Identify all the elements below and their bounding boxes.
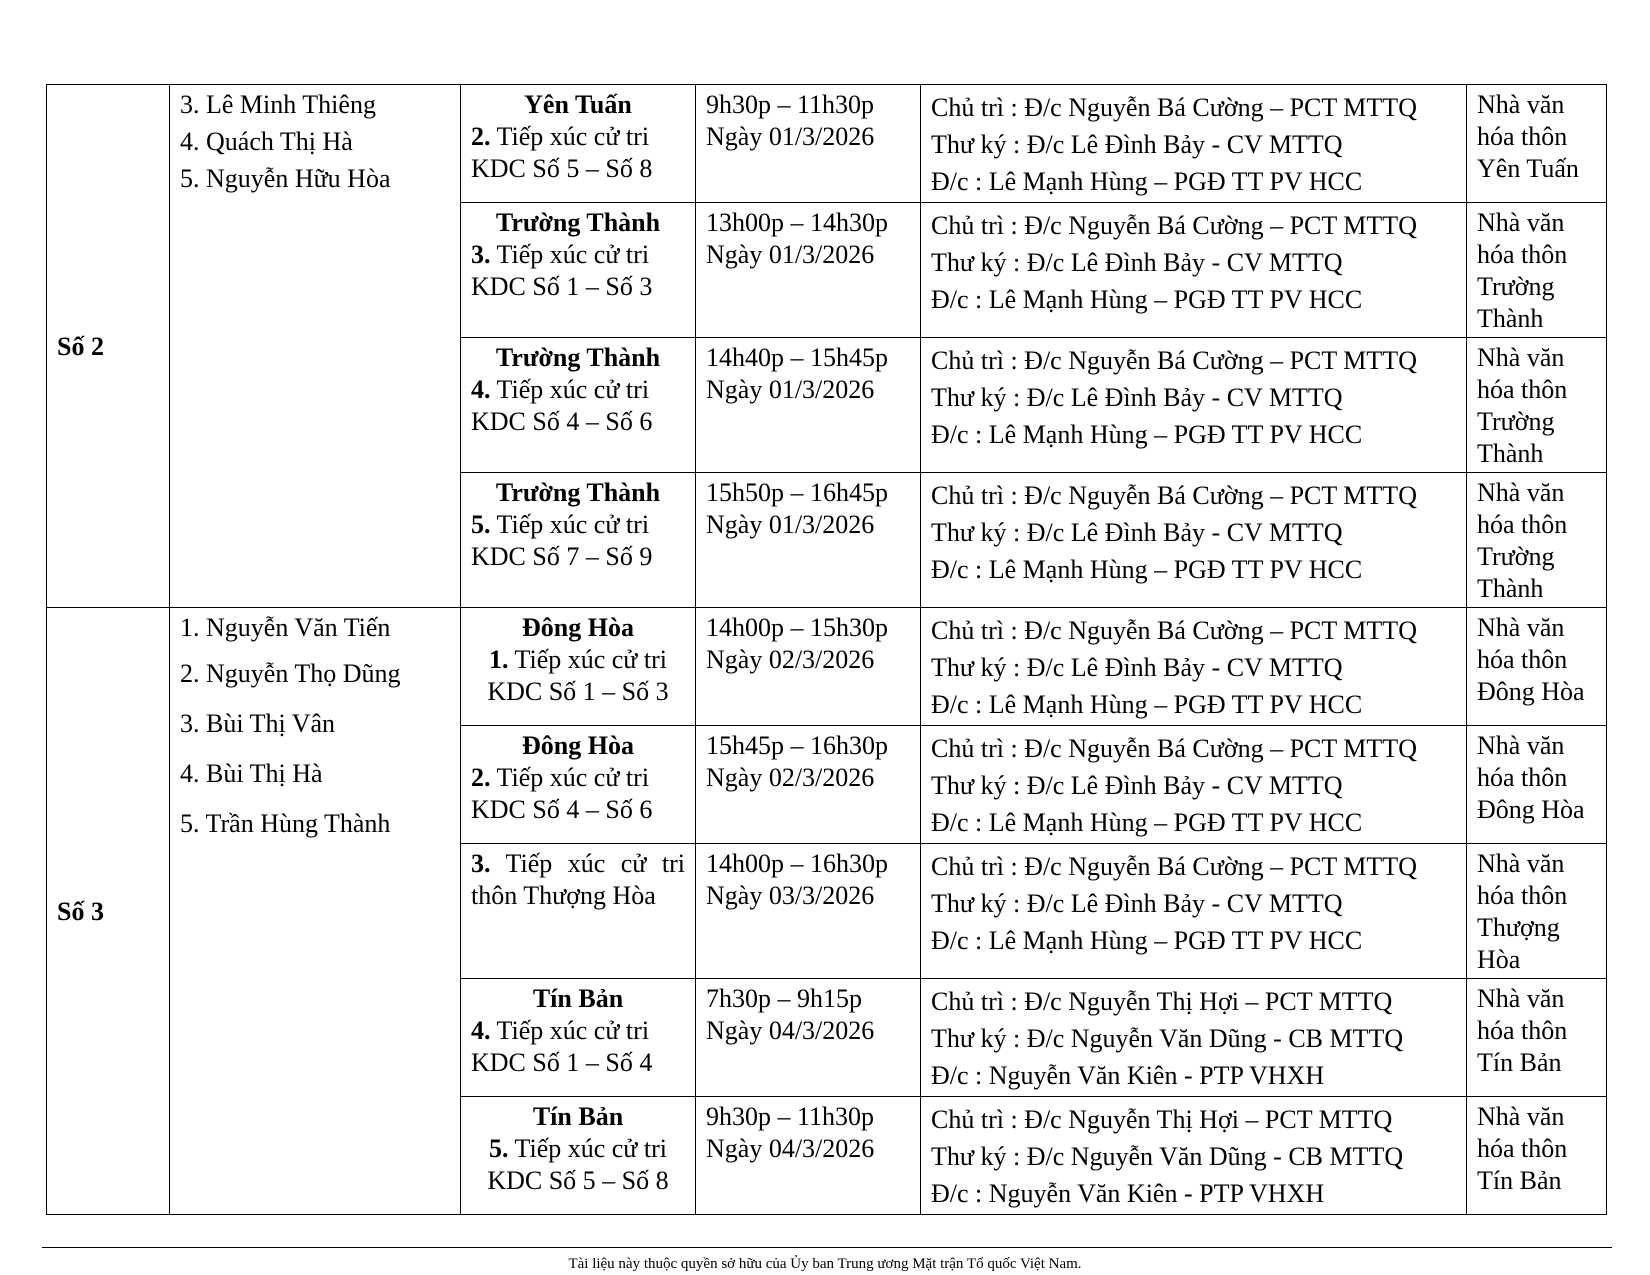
meeting-location: Trường Thành xyxy=(495,208,661,237)
meeting-location: Tín Bản xyxy=(532,1102,624,1131)
meeting-cell xyxy=(461,203,696,338)
meeting-date: Ngày 02/3/2026 xyxy=(706,763,875,792)
chair-person: Chủ trì : Đ/c Nguyễn Bá Cường – PCT MTTQ xyxy=(931,734,1417,763)
venue-line: Thượng xyxy=(1477,913,1560,942)
meeting-cell xyxy=(461,608,696,726)
meeting-cell xyxy=(461,726,696,844)
chair-person: Chủ trì : Đ/c Nguyễn Bá Cường – PCT MTTQ xyxy=(931,211,1417,240)
persons-cell xyxy=(921,844,1467,979)
venue-line: Thành xyxy=(1477,439,1544,468)
comrade-person: Đ/c : Lê Mạnh Hùng – PGĐ TT PV HCC xyxy=(931,285,1363,314)
chair-person: Chủ trì : Đ/c Nguyễn Bá Cường – PCT MTTQ xyxy=(931,616,1417,645)
venue-line: hóa thôn xyxy=(1477,1134,1568,1163)
member-name: 2. Nguyễn Thọ Dũng xyxy=(180,659,401,688)
chair-person: Chủ trì : Đ/c Nguyễn Thị Hợi – PCT MTTQ xyxy=(931,1105,1393,1134)
meeting-title: Tiếp xúc cử tri xyxy=(490,240,650,269)
venue-line: Nhà văn xyxy=(1477,90,1565,119)
meeting-cell xyxy=(461,1097,696,1215)
time-cell xyxy=(696,726,921,844)
secretary-person: Thư ký : Đ/c Nguyễn Văn Dũng - CB MTTQ xyxy=(931,1142,1404,1171)
meeting-kdc: KDC Số 7 – Số 9 xyxy=(471,542,653,571)
secretary-person: Thư ký : Đ/c Lê Đình Bảy - CV MTTQ xyxy=(931,771,1343,800)
meeting-date: Ngày 01/3/2026 xyxy=(706,375,875,404)
persons-cell xyxy=(921,726,1467,844)
meeting-date: Ngày 01/3/2026 xyxy=(706,240,875,269)
meeting-time: 7h30p – 9h15p xyxy=(706,984,862,1013)
venue-line: Nhà văn xyxy=(1477,849,1565,878)
secretary-person: Thư ký : Đ/c Lê Đình Bảy - CV MTTQ xyxy=(931,653,1343,682)
meeting-time: 9h30p – 11h30p xyxy=(706,90,875,119)
time-cell xyxy=(696,338,921,473)
venue-line: Đông Hòa xyxy=(1477,795,1585,824)
venue-line: hóa thôn xyxy=(1477,1016,1568,1045)
persons-cell xyxy=(921,473,1467,608)
persons-cell xyxy=(921,1097,1467,1215)
schedule-table xyxy=(46,84,1607,1215)
meeting-location: Đông Hòa xyxy=(522,613,634,642)
venue-line: Nhà văn xyxy=(1477,613,1565,642)
comrade-person: Đ/c : Nguyễn Văn Kiên - PTP VHXH xyxy=(931,1179,1325,1208)
venue-cell xyxy=(1467,338,1607,473)
comrade-person: Đ/c : Lê Mạnh Hùng – PGĐ TT PV HCC xyxy=(931,555,1363,584)
venue-cell xyxy=(1467,608,1607,726)
meeting-location: Tín Bản xyxy=(532,984,624,1013)
venue-line: hóa thôn xyxy=(1477,122,1568,151)
member-name: 4. Quách Thị Hà xyxy=(180,127,353,156)
meeting-number: 1. xyxy=(488,645,509,674)
venue-line: Tín Bản xyxy=(1477,1166,1562,1195)
venue-line: Nhà văn xyxy=(1477,478,1565,507)
secretary-person: Thư ký : Đ/c Lê Đình Bảy - CV MTTQ xyxy=(931,518,1343,547)
comrade-person: Đ/c : Lê Mạnh Hùng – PGĐ TT PV HCC xyxy=(931,420,1363,449)
venue-line: Nhà văn xyxy=(1477,343,1565,372)
meeting-date: Ngày 04/3/2026 xyxy=(706,1016,875,1045)
member-name: 3. Bùi Thị Vân xyxy=(180,709,336,738)
venue-line: Nhà văn xyxy=(1477,984,1565,1013)
member-name: 3. Lê Minh Thiêng xyxy=(180,90,376,119)
group-members xyxy=(170,85,461,608)
comrade-person: Đ/c : Lê Mạnh Hùng – PGĐ TT PV HCC xyxy=(931,808,1363,837)
time-cell xyxy=(696,979,921,1097)
group-label: Số 3 xyxy=(47,608,170,1215)
meeting-time: 9h30p – 11h30p xyxy=(706,1102,875,1131)
meeting-title: Tiếp xúc cử tri xyxy=(490,375,650,404)
chair-person: Chủ trì : Đ/c Nguyễn Bá Cường – PCT MTTQ xyxy=(931,852,1417,881)
chair-person: Chủ trì : Đ/c Nguyễn Bá Cường – PCT MTTQ xyxy=(931,93,1417,122)
persons-cell xyxy=(921,203,1467,338)
meeting-date: Ngày 02/3/2026 xyxy=(706,645,875,674)
table-row xyxy=(47,85,1607,203)
meeting-time: 13h00p – 14h30p xyxy=(706,208,888,237)
venue-cell xyxy=(1467,85,1607,203)
venue-line: Đông Hòa xyxy=(1477,677,1585,706)
venue-cell xyxy=(1467,979,1607,1097)
member-name: 4. Bùi Thị Hà xyxy=(180,759,323,788)
venue-line: Trường xyxy=(1477,272,1555,301)
meeting-cell xyxy=(461,979,696,1097)
meeting-title: Tiếp xúc cử tri xyxy=(490,763,650,792)
secretary-person: Thư ký : Đ/c Lê Đình Bảy - CV MTTQ xyxy=(931,383,1343,412)
meeting-number: 5. xyxy=(488,1134,509,1163)
meeting-date: Ngày 01/3/2026 xyxy=(706,510,875,539)
secretary-person: Thư ký : Đ/c Lê Đình Bảy - CV MTTQ xyxy=(931,248,1343,277)
persons-cell xyxy=(921,338,1467,473)
time-cell xyxy=(696,844,921,979)
venue-line: Nhà văn xyxy=(1477,208,1565,237)
chair-person: Chủ trì : Đ/c Nguyễn Bá Cường – PCT MTTQ xyxy=(931,346,1417,375)
secretary-person: Thư ký : Đ/c Lê Đình Bảy - CV MTTQ xyxy=(931,889,1343,918)
time-cell xyxy=(696,473,921,608)
meeting-number: 3. xyxy=(471,849,491,878)
venue-line: hóa thôn xyxy=(1477,375,1568,404)
venue-line: Nhà văn xyxy=(1477,731,1565,760)
meeting-kdc: KDC Số 4 – Số 6 xyxy=(471,795,653,824)
meeting-time: 15h50p – 16h45p xyxy=(706,478,888,507)
meeting-location: Đông Hòa xyxy=(522,731,634,760)
meeting-cell xyxy=(461,338,696,473)
secretary-person: Thư ký : Đ/c Lê Đình Bảy - CV MTTQ xyxy=(931,130,1343,159)
chair-person: Chủ trì : Đ/c Nguyễn Bá Cường – PCT MTTQ xyxy=(931,481,1417,510)
member-name: 5. Nguyễn Hữu Hòa xyxy=(180,164,391,193)
meeting-time: 14h00p – 16h30p xyxy=(706,849,888,878)
venue-cell xyxy=(1467,1097,1607,1215)
venue-line: hóa thôn xyxy=(1477,240,1568,269)
meeting-time: 15h45p – 16h30p xyxy=(706,731,888,760)
time-cell xyxy=(696,1097,921,1215)
persons-cell xyxy=(921,85,1467,203)
venue-cell xyxy=(1467,203,1607,338)
meeting-title: Tiếp xúc cử tri xyxy=(490,122,650,151)
group-members xyxy=(170,608,461,1215)
meeting-title: Tiếp xúc cử tri xyxy=(508,645,668,674)
venue-cell xyxy=(1467,473,1607,608)
venue-line: hóa thôn xyxy=(1477,763,1568,792)
meeting-kdc: KDC Số 4 – Số 6 xyxy=(471,407,653,436)
member-name: 5. Trần Hùng Thành xyxy=(180,809,391,838)
meeting-title: Tiếp xúc cử tri xyxy=(508,1134,668,1163)
meeting-cell xyxy=(461,473,696,608)
meeting-date: Ngày 03/3/2026 xyxy=(706,881,875,910)
meeting-number: 5. xyxy=(471,510,491,539)
meeting-number: 2. xyxy=(471,763,491,792)
comrade-person: Đ/c : Lê Mạnh Hùng – PGĐ TT PV HCC xyxy=(931,167,1363,196)
meeting-kdc: KDC Số 1 – Số 3 xyxy=(487,677,669,706)
member-name: 1. Nguyễn Văn Tiến xyxy=(180,613,391,642)
time-cell xyxy=(696,203,921,338)
meeting-title: Tiếp xúc cử tri xyxy=(490,1016,650,1045)
venue-line: Thành xyxy=(1477,574,1544,603)
comrade-person: Đ/c : Lê Mạnh Hùng – PGĐ TT PV HCC xyxy=(931,926,1363,955)
persons-cell xyxy=(921,979,1467,1097)
meeting-kdc: KDC Số 1 – Số 4 xyxy=(471,1048,653,1077)
venue-cell xyxy=(1467,726,1607,844)
meeting-time: 14h40p – 15h45p xyxy=(706,343,888,372)
meeting-title: Tiếp xúc cử tri xyxy=(490,510,650,539)
venue-line: Trường xyxy=(1477,542,1555,571)
meeting-time: 14h00p – 15h30p xyxy=(706,613,888,642)
venue-line: Tín Bản xyxy=(1477,1048,1562,1077)
footer-divider xyxy=(42,1247,1612,1248)
meeting-number: 4. xyxy=(471,1016,491,1045)
persons-cell xyxy=(921,608,1467,726)
venue-line: Thành xyxy=(1477,304,1544,333)
group-label: Số 2 xyxy=(47,85,170,608)
meeting-number: 3. xyxy=(471,240,491,269)
meeting-cell xyxy=(461,844,696,979)
meeting-kdc: thôn Thượng Hòa xyxy=(471,881,656,910)
meeting-number: 2. xyxy=(471,122,491,151)
time-cell xyxy=(696,85,921,203)
meeting-number: 4. xyxy=(471,375,491,404)
comrade-person: Đ/c : Nguyễn Văn Kiên - PTP VHXH xyxy=(931,1061,1325,1090)
meeting-date: Ngày 01/3/2026 xyxy=(706,122,875,151)
meeting-kdc: KDC Số 5 – Số 8 xyxy=(487,1166,669,1195)
secretary-person: Thư ký : Đ/c Nguyễn Văn Dũng - CB MTTQ xyxy=(931,1024,1404,1053)
time-cell xyxy=(696,608,921,726)
meeting-kdc: KDC Số 5 – Số 8 xyxy=(471,154,653,183)
meeting-location: Yên Tuấn xyxy=(524,90,632,119)
meeting-date: Ngày 04/3/2026 xyxy=(706,1134,875,1163)
comrade-person: Đ/c : Lê Mạnh Hùng – PGĐ TT PV HCC xyxy=(931,690,1363,719)
footer-copyright: Tài liệu này thuộc quyền sở hữu của Ủy ban Trung ương Mặt trận Tổ quốc Việt Nam. xyxy=(568,1256,1082,1272)
venue-line: Trường xyxy=(1477,407,1555,436)
meeting-kdc: KDC Số 1 – Số 3 xyxy=(471,272,653,301)
chair-person: Chủ trì : Đ/c Nguyễn Thị Hợi – PCT MTTQ xyxy=(931,987,1393,1016)
venue-line: hóa thôn xyxy=(1477,510,1568,539)
meeting-location: Trường Thành xyxy=(495,478,661,507)
meeting-title: Tiếp xúc cử tri xyxy=(490,849,685,878)
venue-line: Nhà văn xyxy=(1477,1102,1565,1131)
venue-cell xyxy=(1467,844,1607,979)
meeting-location: Trường Thành xyxy=(495,343,661,372)
venue-line: Hòa xyxy=(1477,945,1521,974)
venue-line: hóa thôn xyxy=(1477,645,1568,674)
venue-line: Yên Tuấn xyxy=(1477,154,1579,183)
table-row xyxy=(47,608,1607,726)
venue-line: hóa thôn xyxy=(1477,881,1568,910)
meeting-cell xyxy=(461,85,696,203)
